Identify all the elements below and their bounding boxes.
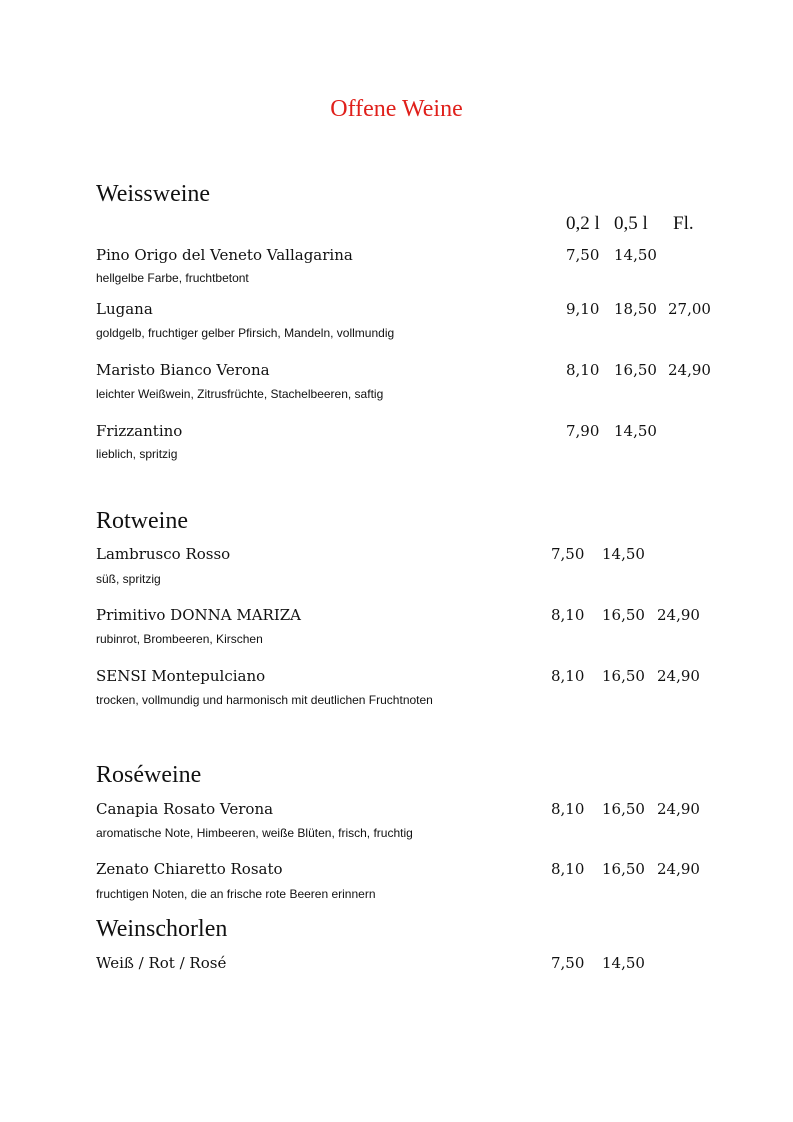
price-half-liter: 14,50 bbox=[614, 246, 657, 264]
section-title-weinschorlen: Weinschorlen bbox=[96, 916, 228, 942]
column-header-bottle: Fl. bbox=[673, 213, 694, 234]
column-header-half-liter: 0,5 l bbox=[614, 213, 648, 234]
price-half-liter: 16,50 bbox=[602, 667, 645, 685]
wine-description: rubinrot, Brombeeren, Kirschen bbox=[96, 632, 263, 646]
price-small: 8,10 bbox=[551, 860, 585, 878]
price-bottle: 27,00 bbox=[668, 300, 711, 318]
page-title: Offene Weine bbox=[330, 96, 463, 122]
price-small: 8,10 bbox=[551, 606, 585, 624]
price-small: 9,10 bbox=[566, 300, 600, 318]
wine-name: Canapia Rosato Verona bbox=[96, 800, 274, 818]
price-bottle: 24,90 bbox=[657, 606, 700, 624]
section-title-rotweine: Rotweine bbox=[96, 508, 188, 534]
wine-description: leichter Weißwein, Zitrusfrüchte, Stachelbeeren, saftig bbox=[96, 387, 384, 401]
price-half-liter: 14,50 bbox=[602, 545, 645, 563]
wine-description: aromatische Note, Himbeeren, weiße Blüten, frisch, fruchtig bbox=[96, 826, 413, 840]
price-half-liter: 16,50 bbox=[602, 606, 645, 624]
price-bottle: 24,90 bbox=[668, 361, 711, 379]
wine-description: goldgelb, fruchtiger gelber Pfirsich, Mandeln, vollmundig bbox=[96, 326, 395, 340]
price-half-liter: 14,50 bbox=[614, 422, 657, 440]
column-header-small: 0,2 l bbox=[566, 213, 600, 234]
wine-name: Zenato Chiaretto Rosato bbox=[96, 860, 283, 878]
price-half-liter: 16,50 bbox=[602, 860, 645, 878]
wine-name: Lugana bbox=[96, 300, 153, 318]
price-small: 8,10 bbox=[566, 361, 600, 379]
price-half-liter: 14,50 bbox=[602, 954, 645, 972]
wine-description: fruchtigen Noten, die an frische rote Beeren erinnern bbox=[96, 887, 376, 901]
price-small: 8,10 bbox=[551, 800, 585, 818]
price-small: 8,10 bbox=[551, 667, 585, 685]
wine-name: Frizzantino bbox=[96, 422, 183, 440]
price-small: 7,50 bbox=[551, 954, 585, 972]
price-half-liter: 16,50 bbox=[602, 800, 645, 818]
price-small: 7,50 bbox=[566, 246, 600, 264]
wine-description: trocken, vollmundig und harmonisch mit deutlichen Fruchtnoten bbox=[96, 693, 433, 707]
wine-name: SENSI Montepulciano bbox=[96, 667, 266, 685]
wine-description: lieblich, spritzig bbox=[96, 447, 178, 461]
price-bottle: 24,90 bbox=[657, 860, 700, 878]
wine-name: Maristo Bianco Verona bbox=[96, 361, 270, 379]
price-half-liter: 18,50 bbox=[614, 300, 657, 318]
price-small: 7,50 bbox=[551, 545, 585, 563]
price-bottle: 24,90 bbox=[657, 800, 700, 818]
price-small: 7,90 bbox=[566, 422, 600, 440]
wine-name: Primitivo DONNA MARIZA bbox=[96, 606, 302, 624]
wine-name: Lambrusco Rosso bbox=[96, 545, 231, 563]
wine-description: süß, spritzig bbox=[96, 572, 161, 586]
wine-name: Weiß / Rot / Rosé bbox=[96, 954, 227, 972]
price-half-liter: 16,50 bbox=[614, 361, 657, 379]
wine-name: Pino Origo del Veneto Vallagarina bbox=[96, 246, 353, 264]
section-title-weissweine: Weissweine bbox=[96, 181, 211, 207]
price-bottle: 24,90 bbox=[657, 667, 700, 685]
wine-description: hellgelbe Farbe, fruchtbetont bbox=[96, 271, 249, 285]
section-title-roseweine: Roséweine bbox=[96, 762, 202, 788]
